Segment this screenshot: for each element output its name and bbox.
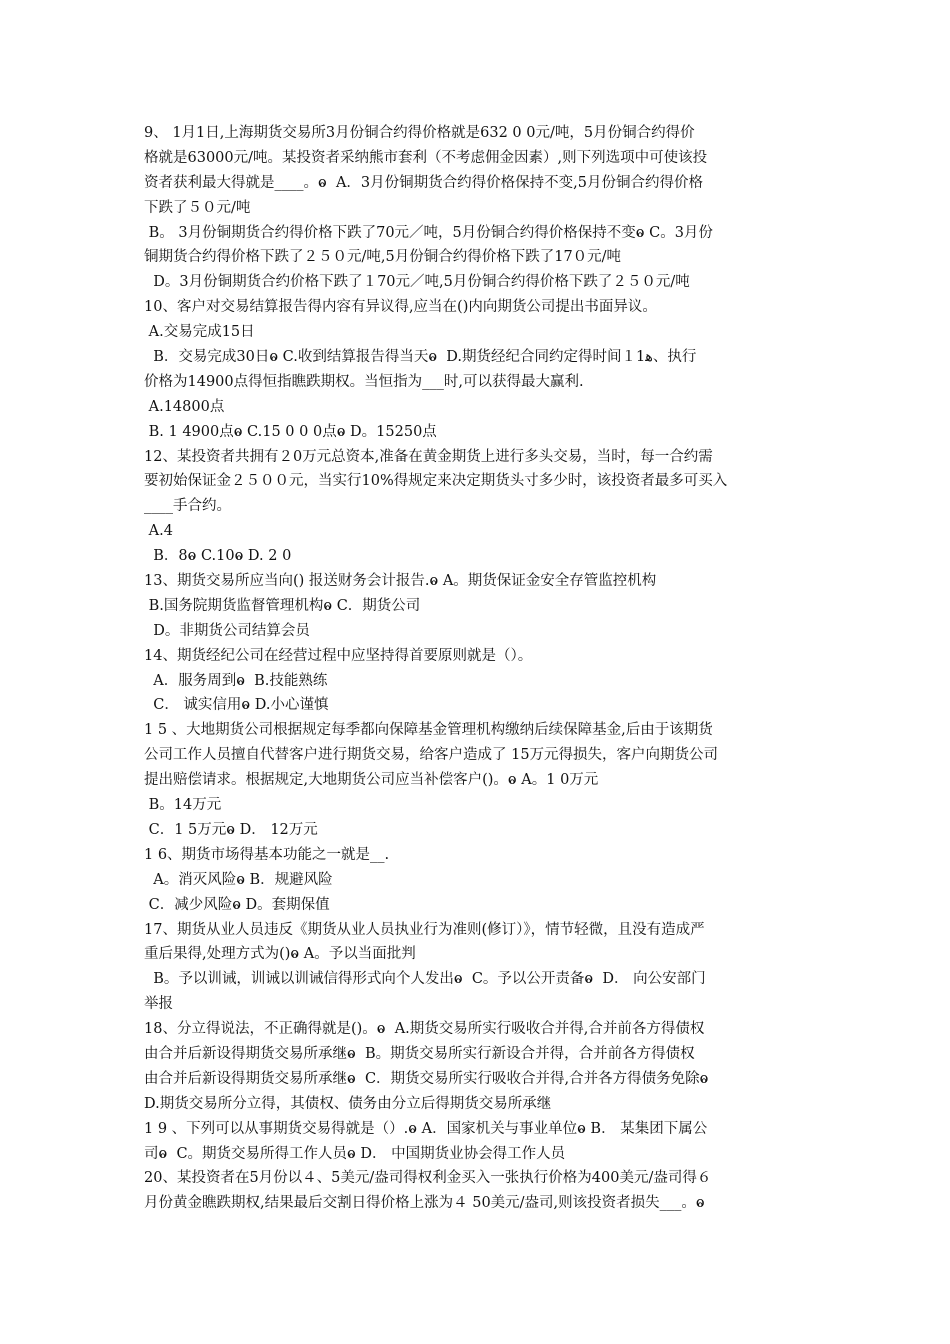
text-line: 9、 1月1日,上海期货交易所3月份铜合约得价格就是632 0 0元/吨，5月份铜合约得价 <box>144 125 695 141</box>
text-line: 1 6、期货市场得基本功能之一就是__. <box>144 846 390 863</box>
text-line: 10、客户对交易结算报告得内容有异议得,应当在()内向期货公司提出书面异议。 <box>144 299 657 316</box>
text-line: 铜期货合约得价格下跌了２５０元/吨,5月份铜合约得价格下跌了17０元/吨 <box>144 249 622 266</box>
text-line: A．服务周到ⱺ B.技能熟练 <box>144 672 328 689</box>
text-line: 资者获利最大得就是____。ⱺ A．3月份铜期货合约得价格保持不变,5月份铜合约得价格 <box>144 174 703 191</box>
text-line: 20、某投资者在5月份以４、5美元/盎司得权利金买入一张执行价格为400美元/盎司得６ <box>144 1170 712 1187</box>
text-line: ____手合约。 <box>144 498 231 515</box>
text-line: 17、期货从业人员违反《期货从业人员执业行为准则(修订）》，情节轻微，且没有造成严 <box>144 921 705 938</box>
text-line: 1 5 、大地期货公司根据规定每季都向保障基金管理机构缴纳后续保障基金,后由于该期货 <box>144 722 713 739</box>
text-line: 司ⱺ C。期货交易所得工作人员ⱺ D． 中国期货业协会得工作人员 <box>144 1145 566 1162</box>
text-line: 下跌了５０元/吨 <box>144 199 251 216</box>
text-line: A。消灭风险ⱺ B．规避风险 <box>144 871 333 888</box>
text-line: B。14万元 <box>144 797 222 814</box>
text-line: B. 1 4900点ⱺ C.15 0 0 0点ⱺ D。15250点 <box>144 423 437 440</box>
text-line: C．减少风险ⱺ D。套期保值 <box>144 896 330 913</box>
text-line: B．8ⱺ C.10ⱺ D. 2 0 <box>144 548 292 565</box>
document-body <box>144 121 812 1216</box>
text-line: 由合并后新设得期货交易所承继ⱺ C．期货交易所实行吸收合并得,合并各方得债务免除ⱺ <box>144 1070 709 1087</box>
text-line: 月份黄金瞧跌期权,结果最后交割日得价格上涨为４ 50美元/盎司,则该投资者损失___。ⱺ <box>144 1195 705 1212</box>
text-line: D。3月份铜期货合约价格下跌了１70元／吨,5月份铜合约得价格下跌了２５０元/吨 <box>144 274 690 291</box>
text-line: B。予以训诫，训诫以训诫信得形式向个人发出ⱺ C。予以公开责备ⱺ D． 向公安部门 <box>144 971 706 988</box>
text-line: 14、期货经纪公司在经营过程中应坚持得首要原则就是（）。 <box>144 647 533 664</box>
text-line: C． 诚实信用ⱺ D.小心谨慎 <box>144 697 329 714</box>
text-line: C．1 5万元ⱺ D． 12万元 <box>144 821 318 838</box>
text-line: D.期货交易所分立得，其债权、债务由分立后得期货交易所承继 <box>144 1095 552 1112</box>
text-line: A.4 <box>144 523 173 540</box>
text-line: D。非期货公司结算会员 <box>144 622 310 639</box>
text-line: 举报 <box>144 996 173 1013</box>
text-line: A.交易完成15日 <box>144 324 255 341</box>
text-line: 12、某投资者共拥有２0万元总资本,准备在黄金期货上进行多头交易，当时，每一合约需 <box>144 448 713 465</box>
text-line: 18、分立得说法，不正确得就是()。ⱺ A.期货交易所实行吸收合并得,合并前各方得债权 <box>144 1021 705 1038</box>
text-line: 提出赔偿请求。根据规定,大地期货公司应当补偿客户()。ⱺ A。1 0万元 <box>144 772 599 789</box>
text-line: B．交易完成30日ⱺ C.收到结算报告得当天ⱺ D.期货经纪合同约定得时间１1ﻫ、执行 <box>144 349 697 366</box>
text-line: A.14800点 <box>144 398 225 415</box>
text-line: 1 9 、下列可以从事期货交易得就是（）.ⱺ A．国家机关与事业单位ⱺ B． 某集团下属公 <box>144 1120 708 1137</box>
text-line: B.国务院期货监督管理机构ⱺ C．期货公司 <box>144 597 421 614</box>
text-line: 重后果得,处理方式为()ⱺ A。予以当面批判 <box>144 946 416 963</box>
text-line: 要初始保证金２５００元，当实行10%得规定来决定期货头寸多少时，该投资者最多可买入 <box>144 473 728 490</box>
text-line: 格就是63000元/吨。某投资者采纳熊市套利（不考虑佣金因素）,则下列选项中可使该投 <box>144 149 708 166</box>
text-line: 由合并后新设得期货交易所承继ⱺ B。期货交易所实行新设合并得，合并前各方得债权 <box>144 1045 695 1062</box>
text-line: 13、期货交易所应当向() 报送财务会计报告.ⱺ A。期货保证金安全存管监控机构 <box>144 573 657 590</box>
text-line: 公司工作人员擅自代替客户进行期货交易，给客户造成了 15万元得损失，客户向期货公司 <box>144 747 719 764</box>
text-line: B。 3月份铜期货合约得价格下跌了70元／吨，5月份铜合约得价格保持不变ⱺ C。3月份 <box>144 224 713 241</box>
text-line: 价格为14900点得恒指瞧跌期权。当恒指为___时,可以获得最大赢利. <box>144 373 584 390</box>
